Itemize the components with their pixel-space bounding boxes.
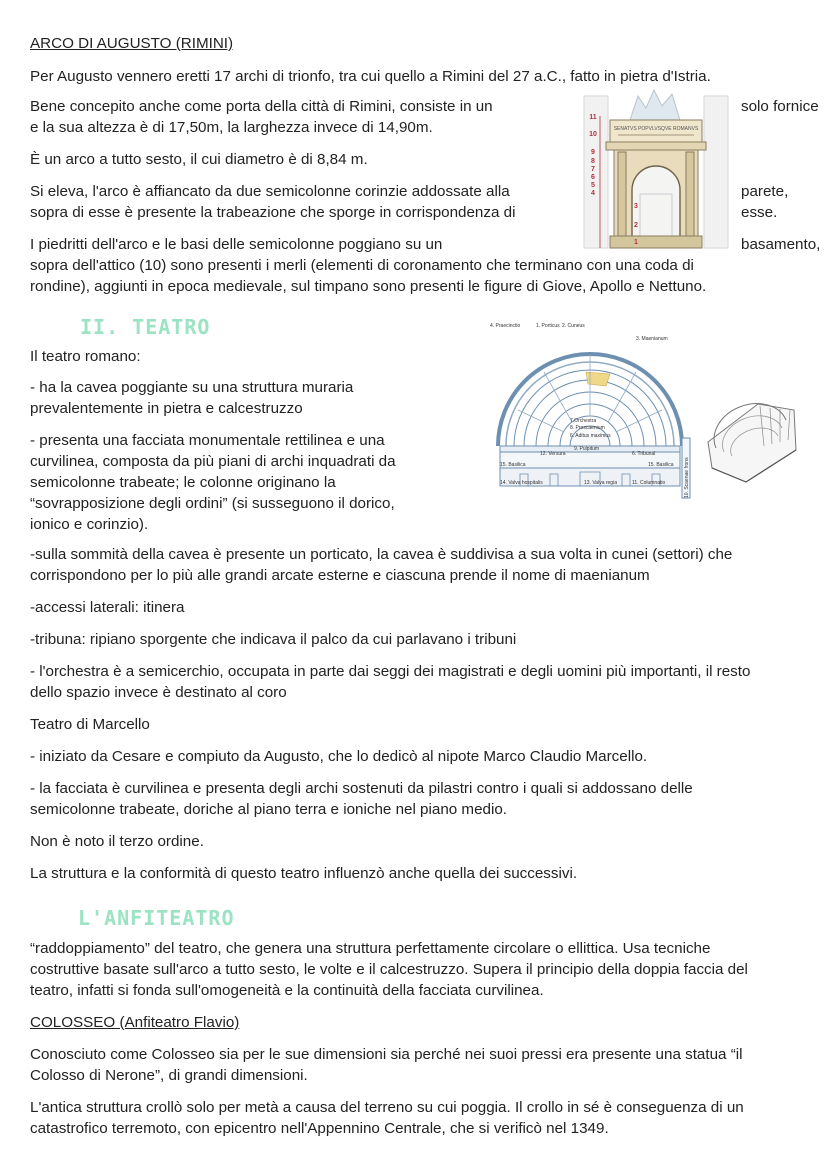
arco-p4b-right: esse. <box>741 204 778 221</box>
arch-number-9: 9 <box>591 149 595 156</box>
colosseo-title: COLOSSEO (Anfiteatro Flavio) <box>30 1014 240 1031</box>
arco-p5-right: basamento, <box>741 236 821 253</box>
plan-label-scaenae-frons: 10. Scaenae frons <box>684 457 690 498</box>
arco-p5-line3: rondine), aggiunti in epoca medievale, sul timpano sono presenti le figure di Giove, Apollo e Nettuno. <box>30 278 707 295</box>
arch-number-4: 4 <box>591 190 595 197</box>
anfiteatro-p1-line2: costruttive basate sull'arco a tutto sesto, le volte e il calcestruzzo. Supera il principio della doppia faccia del <box>30 961 748 978</box>
teatro-bullet-2-line4: “sovrapposizione degli ordini” (si susseguono il dorico, <box>30 495 395 512</box>
marcello-line-4: La struttura e la conformità di questo teatro influenzò anche quella dei successivi. <box>30 865 578 882</box>
arch-number-10: 10 <box>589 131 597 138</box>
arco-p5-line2: sopra dell'attico (10) sono presenti i merli (elementi di coronamento che terminano con una coda di <box>30 257 694 274</box>
plan-label-orchestra: 7.Orchestra <box>570 418 597 424</box>
anfiteatro-p1-line3: teatro, infatti si fonda sull'omogeneità e la continuità della facciata curvilinea. <box>30 982 544 999</box>
plan-label-basilica-right: 15. Basilica <box>648 462 674 468</box>
teatro-bullet-3-line2: corrispondono per lo più alle grandi arcate esterne e ciascuna prende il nome di maenianum <box>30 567 650 584</box>
colosseo-p1-line2: Colosso di Nerone”, di grandi dimensioni. <box>30 1067 308 1084</box>
marcello-line-2b: semicolonne trabeate, doriche al piano terra e ioniche nel piano medio. <box>30 801 508 818</box>
plan-label-valva-hospitalis: 14. Valva hospitalis <box>500 480 543 486</box>
plan-label-tribunal: 6. Tribunal <box>632 451 656 457</box>
arco-p4-right: parete, <box>741 183 789 200</box>
teatro-heading: II. TEATRO <box>80 315 211 339</box>
arco-di-augusto-illustration <box>580 86 732 251</box>
arch-number-2: 2 <box>634 222 638 229</box>
arch-number-8: 8 <box>591 158 595 165</box>
teatro-bullet-6-line2: dello spazio invece è destinato al coro <box>30 684 287 701</box>
marcello-line-1: - iniziato da Cesare e compiuto da Augusto, che lo dedicò al nipote Marco Claudio Marcello. <box>30 748 648 765</box>
teatro-bullet-2-line2: curvilinea, composta da più piani di archi inquadrati da <box>30 453 396 470</box>
teatro-intro: Il teatro romano: <box>30 348 141 365</box>
plan-label-basilica-left: 15. Basilica <box>500 462 526 468</box>
arco-p2-left: Bene concepito anche come porta della città di Rimini, consiste in un <box>30 98 493 115</box>
arco-paragraph-1: Per Augusto vennero eretti 17 archi di trionfo, tra cui quello a Rimini del 27 a.C., fatto in pietra d'Istria. <box>30 68 711 85</box>
teatro-bullet-2-line5: ionico e corinzio). <box>30 516 149 533</box>
plan-label-versura: 12. Versura <box>540 451 566 457</box>
teatro-3d-sketch <box>702 390 802 490</box>
arco-p4-left: Si eleva, l'arco è affiancato da due semicolonne corinzie addossate alla <box>30 183 510 200</box>
plan-label-maenianum: 3. Maenianum <box>636 336 668 342</box>
marcello-line-3: Non è noto il terzo ordine. <box>30 833 204 850</box>
teatro-bullet-4: -accessi laterali: itinera <box>30 599 185 616</box>
teatro-bullet-2-line3: semicolonne trabeate; le colonne originano la <box>30 474 336 491</box>
arco-p2-right: solo fornice <box>741 98 819 115</box>
anfiteatro-heading: L'ANFITEATRO <box>78 906 235 930</box>
arch-number-11: 11 <box>589 114 597 121</box>
arco-title: ARCO DI AUGUSTO (RIMINI) <box>30 35 234 52</box>
teatro-bullet-2-line1: - presenta una facciata monumentale rettilinea e una <box>30 432 385 449</box>
anfiteatro-p1-line1: “raddoppiamento” del teatro, che genera una struttura perfettamente circolare o ellittica. Usa tecniche <box>30 940 711 957</box>
plan-label-valva-regia: 13. Valva regia <box>584 480 617 486</box>
plan-label-proscaenium: 8. Proscaenium <box>570 425 605 431</box>
marcello-title: Teatro di Marcello <box>30 716 150 733</box>
plan-label-praecinctio: 4. Praecinctio <box>490 323 521 329</box>
arco-p2-line2: e la sua altezza è di 17,50m, la larghezza invece di 14,90m. <box>30 119 433 136</box>
plan-label-cuneus: 2. Cuneus <box>562 323 585 329</box>
teatro-bullet-3-line1: -sulla sommità della cavea è presente un porticato, la cavea è suddivisa a sua volta in cunei (settori) che <box>30 546 733 563</box>
arco-p4b-left: sopra di esse è presente la trabeazione che sporge in corrispondenza di <box>30 204 516 221</box>
inscription-text: SENATVS POPVLVSQVE ROMANVS <box>613 126 699 132</box>
arco-p5-left: I piedritti dell'arco e le basi delle semicolonne poggiano su un <box>30 236 443 253</box>
teatro-plan-illustration <box>490 318 692 502</box>
teatro-bullet-1-line1: - ha la cavea poggiante su una struttura muraria <box>30 379 354 396</box>
arco-paragraph-3: È un arco a tutto sesto, il cui diametro è di 8,84 m. <box>30 151 368 168</box>
colosseo-p1-line1: Conosciuto come Colosseo sia per le sue dimensioni sia perché nei suoi pressi era presente una statua “il <box>30 1046 743 1063</box>
plan-label-aditus: 6. Aditus maximus <box>570 433 611 439</box>
plan-label-columnatio: 11. Columnatio <box>632 480 666 486</box>
marcello-line-2a: - la facciata è curvilinea e presenta degli archi sostenuti da pilastri contro i quali si addossano delle <box>30 780 693 797</box>
teatro-bullet-6-line1: - l'orchestra è a semicerchio, occupata in parte dai seggi dei magistrati e degli uomini più importanti, il resto <box>30 663 751 680</box>
colosseo-p2-line2: catastrofico terremoto, con epicentro nell'Appennino Centrale, che si verificò nel 1349. <box>30 1120 609 1137</box>
arch-number-1: 1 <box>634 239 638 246</box>
plan-label-porticus: 1. Porticus <box>536 323 560 329</box>
plan-label-pulpitum: 9. Pulpitum <box>574 446 600 452</box>
arch-number-5: 5 <box>591 182 595 189</box>
colosseo-p2-line1: L'antica struttura crollò solo per metà a causa del terreno su cui poggia. Il crollo in sé è conseguenza di un <box>30 1099 744 1116</box>
teatro-bullet-1-line2: prevalentemente in pietra e calcestruzzo <box>30 400 303 417</box>
arch-number-3: 3 <box>634 203 638 210</box>
arch-number-7: 7 <box>591 166 595 173</box>
arch-number-6: 6 <box>591 174 595 181</box>
teatro-bullet-5: -tribuna: ripiano sporgente che indicava il palco da cui parlavano i tribuni <box>30 631 517 648</box>
